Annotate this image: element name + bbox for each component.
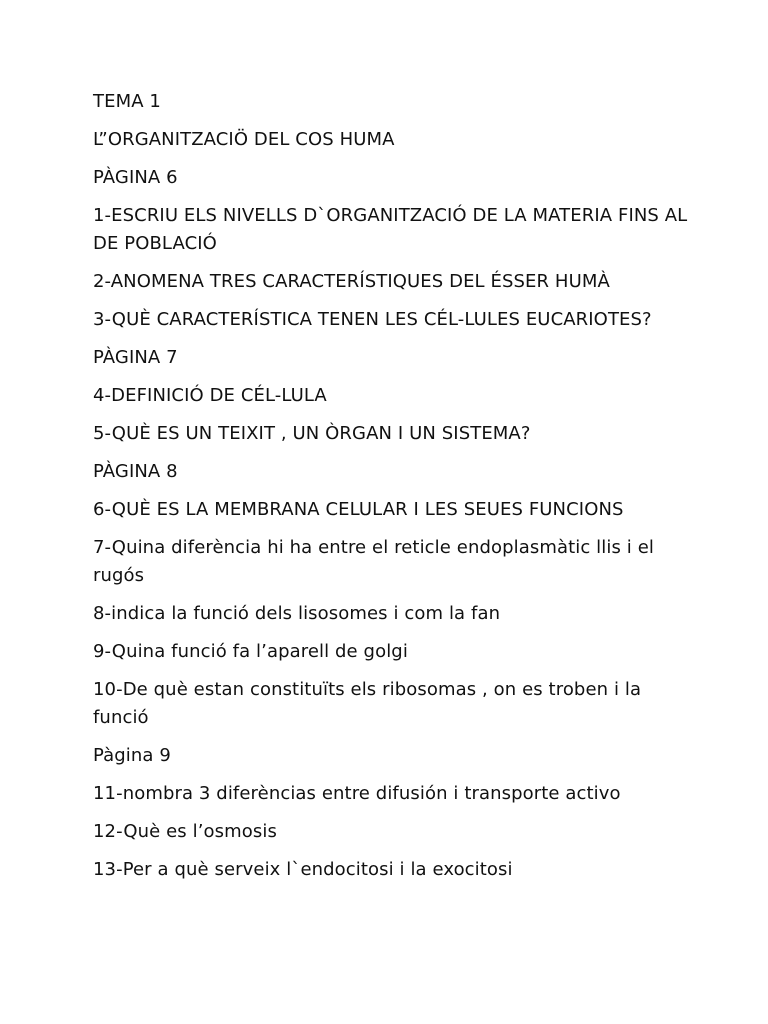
- question-4: 4-DEFINICIÓ DE CÉL-LULA: [93, 385, 327, 406]
- question-11: 11-nombra 3 diferèncias entre difusión i transporte activo: [93, 783, 621, 804]
- page-heading-9: Pàgina 9: [93, 745, 171, 766]
- question-10: 10-De què estan constituïts els ribosomas , on es troben i la funció: [93, 679, 642, 728]
- question-7: 7-Quina diferència hi ha entre el reticle endoplasmàtic llis i el rugós: [93, 537, 654, 586]
- question-5: 5-QUÈ ES UN TEIXIT , UN ÒRGAN I UN SISTEMA?: [93, 423, 531, 444]
- question-9: 9-Quina funció fa l’aparell de golgi: [93, 641, 408, 662]
- page-heading-8: PÀGINA 8: [93, 461, 178, 482]
- question-12: 12-Què es l’osmosis: [93, 821, 277, 842]
- question-8: 8-indica la funció dels lisosomes i com la fan: [93, 603, 501, 624]
- question-13: 13-Per a què serveix l`endocitosi i la exocitosi: [93, 859, 513, 880]
- page-heading-7: PÀGINA 7: [93, 347, 178, 368]
- question-1: 1-ESCRIU ELS NIVELLS D`ORGANITZACIÓ DE LA MATERIA FINS AL DE POBLACIÓ: [93, 205, 688, 254]
- question-2: 2-ANOMENA TRES CARACTERÍSTIQUES DEL ÉSSER HUMÀ: [93, 271, 610, 292]
- topic-heading: TEMA 1: [93, 91, 161, 112]
- topic-title: L”ORGANITZACIÖ DEL COS HUMA: [93, 129, 395, 150]
- question-6: 6-QUÈ ES LA MEMBRANA CELULAR I LES SEUES FUNCIONS: [93, 499, 624, 520]
- question-3: 3-QUÈ CARACTERÍSTICA TENEN LES CÉL-LULES EUCARIOTES?: [93, 309, 652, 330]
- document-body: [93, 88, 693, 894]
- page-heading-6: PÀGINA 6: [93, 167, 178, 188]
